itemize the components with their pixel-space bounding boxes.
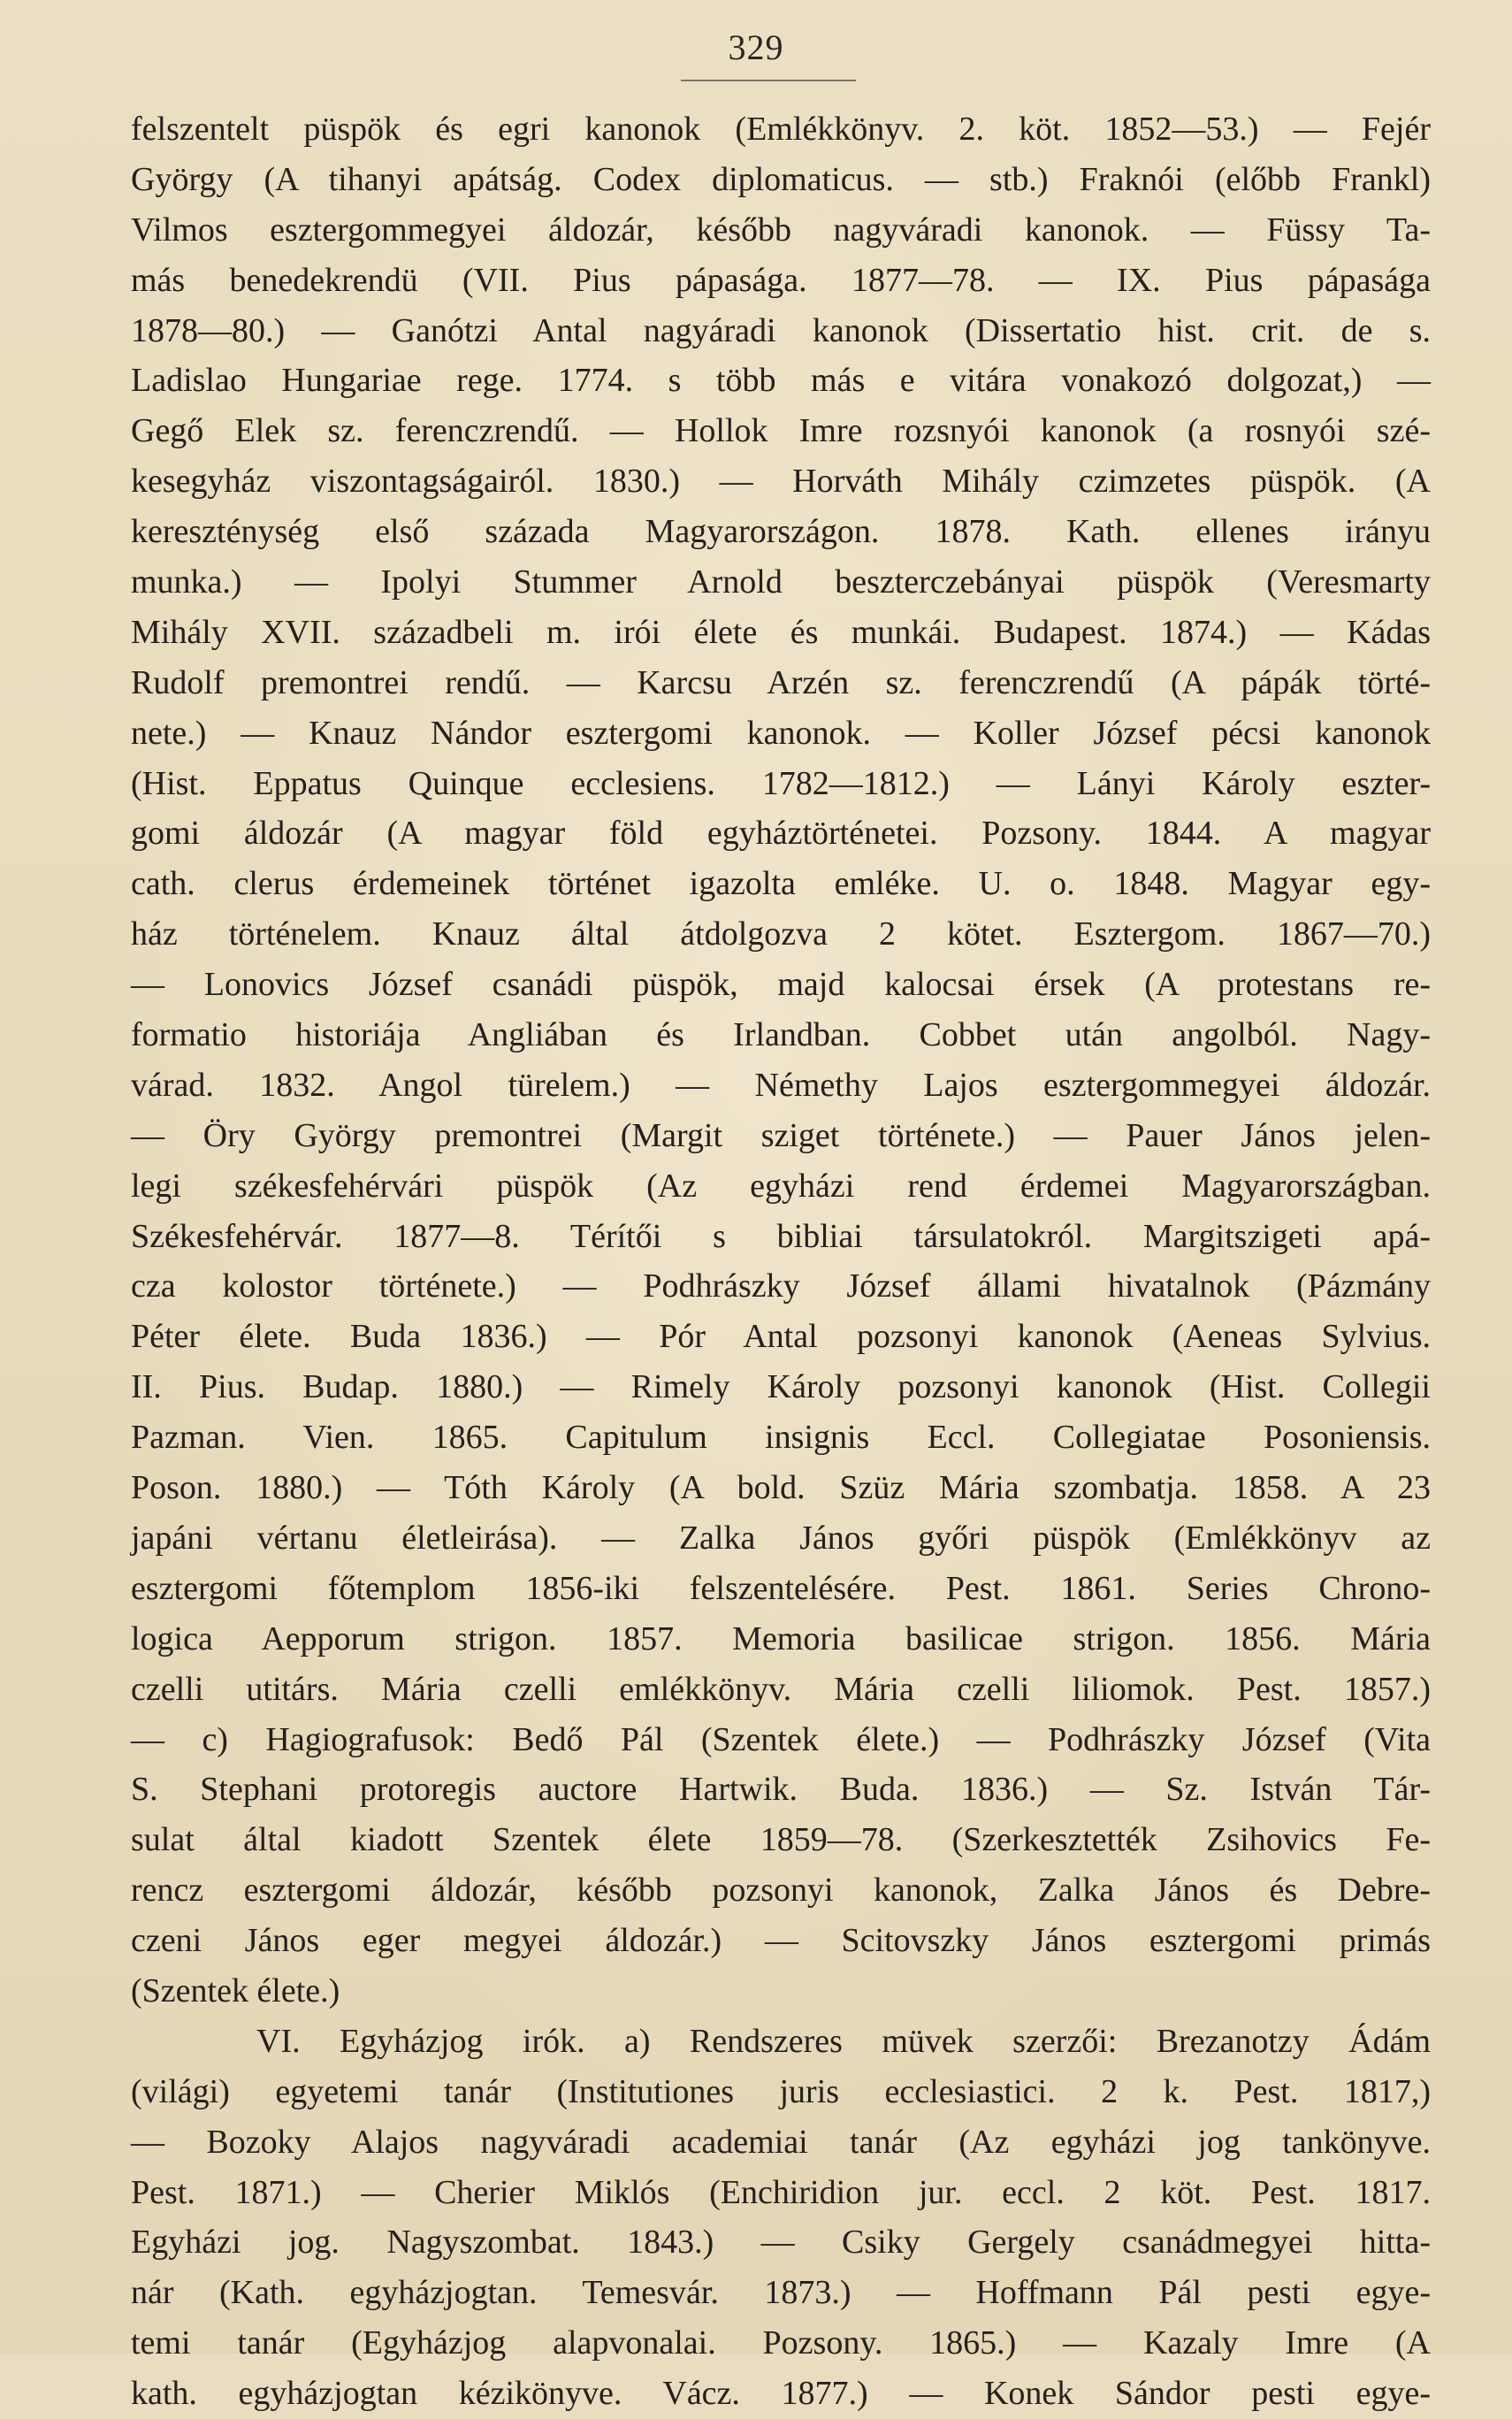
text-line: logica Aepporum strigon. 1857. Memoria basilicae strigon. 1856. Mária	[131, 1619, 1431, 1657]
text-line: nete.) — Knauz Nándor esztergomi kanonok. — Koller József pécsi kanonok	[131, 714, 1431, 752]
text-line: esztergomi főtemplom 1856-iki felszentelésére. Pest. 1861. Series Chrono-	[131, 1569, 1431, 1607]
text-line: Egyházi jog. Nagyszombat. 1843.) — Csiky Gergely csanádmegyei hitta-	[131, 2224, 1431, 2262]
text-line: czeni János eger megyei áldozár.) — Scitovszky János esztergomi primás	[131, 1922, 1431, 1960]
text-line: Pazman. Vien. 1865. Capitulum insignis Eccl. Collegiatae Posoniensis.	[131, 1419, 1431, 1457]
text-line: — c) Hagiografusok: Bedő Pál (Szentek élete.) — Podhrászky József (Vita	[131, 1720, 1431, 1758]
text-line: Ladislao Hungariae rege. 1774. s több más e vitára vonakozó dolgozat,) —	[131, 362, 1431, 400]
text-line: japáni vértanu életleirása). — Zalka János győri püspök (Emlékkönyv az	[131, 1519, 1431, 1557]
text-line: Székesfehérvár. 1877—8. Térítői s bibliai társulatokról. Margitszigeti apá-	[131, 1217, 1431, 1255]
text-line: II. Pius. Budap. 1880.) — Rimely Károly pozsonyi kanonok (Hist. Collegii	[131, 1368, 1431, 1406]
text-line: más benedekrendü (VII. Pius pápasága. 1877—78. — IX. Pius pápasága	[131, 261, 1431, 299]
text-line: VI. Egyházjog irók. a) Rendszeres müvek szerzői: Brezanotzy Ádám	[256, 2022, 1431, 2060]
text-line: várad. 1832. Angol türelem.) — Némethy Lajos esztergommegyei áldozár.	[131, 1066, 1431, 1104]
text-line: Pest. 1871.) — Cherier Miklós (Enchiridion jur. eccl. 2 köt. Pest. 1817.	[131, 2173, 1431, 2211]
text-line: sulat által kiadott Szentek élete 1859—78. (Szerkesztették Zsihovics Fe-	[131, 1821, 1431, 1859]
text-line: kesegyház viszontagságairól. 1830.) — Horváth Mihály czimzetes püspök. (A	[131, 463, 1431, 501]
text-line: legi székesfehérvári püspök (Az egyházi rend érdemei Magyarországban.	[131, 1167, 1431, 1205]
text-line: temi tanár (Egyházjog alapvonalai. Pozsony. 1865.) — Kazaly Imre (A	[131, 2324, 1431, 2362]
text-line: Rudolf premontrei rendű. — Karcsu Arzén sz. ferenczrendű (A pápák törté-	[131, 663, 1431, 701]
text-line: nár (Kath. egyházjogtan. Temesvár. 1873.) — Hoffmann Pál pesti egye-	[131, 2274, 1431, 2312]
text-line: gomi áldozár (A magyar föld egyháztörténetei. Pozsony. 1844. A magyar	[131, 815, 1431, 853]
text-line: kath. egyházjogtan kézikönyve. Vácz. 1877.) — Konek Sándor pesti egye-	[131, 2375, 1431, 2413]
text-line: czelli utitárs. Mária czelli emlékkönyv. Mária czelli liliomok. Pest. 1857.)	[131, 1670, 1431, 1708]
text-line: Péter élete. Buda 1836.) — Pór Antal pozsonyi kanonok (Aeneas Sylvius.	[131, 1318, 1431, 1356]
page-number: 329	[728, 27, 784, 67]
text-line: rencz esztergomi áldozár, később pozsonyi kanonok, Zalka János és Debre-	[131, 1872, 1431, 1910]
text-line: Vilmos esztergommegyei áldozár, később nagyváradi kanonok. — Füssy Ta-	[131, 211, 1431, 249]
text-line: felszentelt püspök és egri kanonok (Emlékkönyv. 2. köt. 1852—53.) — Fejér	[131, 111, 1431, 148]
text-line: (világi) egyetemi tanár (Institutiones juris ecclesiastici. 2 k. Pest. 1817,)	[131, 2072, 1431, 2110]
text-line: formatio historiája Angliában és Irlandban. Cobbet után angolból. Nagy-	[131, 1016, 1431, 1054]
text-line: cath. clerus érdemeinek történet igazolta emléke. U. o. 1848. Magyar egy-	[131, 865, 1431, 903]
text-line: — Lonovics József csanádi püspök, majd kalocsai érsek (A protestans re-	[131, 966, 1431, 1004]
text-line: György (A tihanyi apátság. Codex diplomaticus. — stb.) Fraknói (előbb Frankl)	[131, 160, 1431, 198]
text-line: Mihály XVII. századbeli m. irói élete és munkái. Budapest. 1874.) — Kádas	[131, 613, 1431, 651]
text-line: — Bozoky Alajos nagyváradi academiai tanár (Az egyházi jog tankönyve.	[131, 2123, 1431, 2161]
text-line: Gegő Elek sz. ferenczrendű. — Hollok Imre rozsnyói kanonok (a rosnyói szé-	[131, 412, 1431, 450]
text-line: (Szentek élete.)	[131, 1971, 340, 2009]
text-line: S. Stephani protoregis auctore Hartwik. Buda. 1836.) — Sz. István Tár-	[131, 1771, 1431, 1809]
body-text	[131, 104, 1431, 2419]
text-line: ház történelem. Knauz által átdolgozva 2 kötet. Esztergom. 1867—70.)	[131, 915, 1431, 953]
text-line: Poson. 1880.) — Tóth Károly (A bold. Szüz Mária szombatja. 1858. A 23	[131, 1469, 1431, 1507]
header-rule	[681, 80, 856, 81]
text-line: — Öry György premontrei (Margit sziget története.) — Pauer János jelen-	[131, 1116, 1431, 1154]
text-line: cza kolostor története.) — Podhrászky József állami hivatalnok (Pázmány	[131, 1267, 1431, 1305]
text-line: 1878—80.) — Ganótzi Antal nagyáradi kanonok (Dissertatio hist. crit. de s.	[131, 311, 1431, 349]
text-line: kereszténység első százada Magyarországon. 1878. Kath. ellenes irányu	[131, 513, 1431, 551]
text-line: munka.) — Ipolyi Stummer Arnold beszterczebányai püspök (Veresmarty	[131, 563, 1431, 601]
text-line: (Hist. Eppatus Quinque ecclesiens. 1782—1812.) — Lányi Károly eszter-	[131, 764, 1431, 802]
